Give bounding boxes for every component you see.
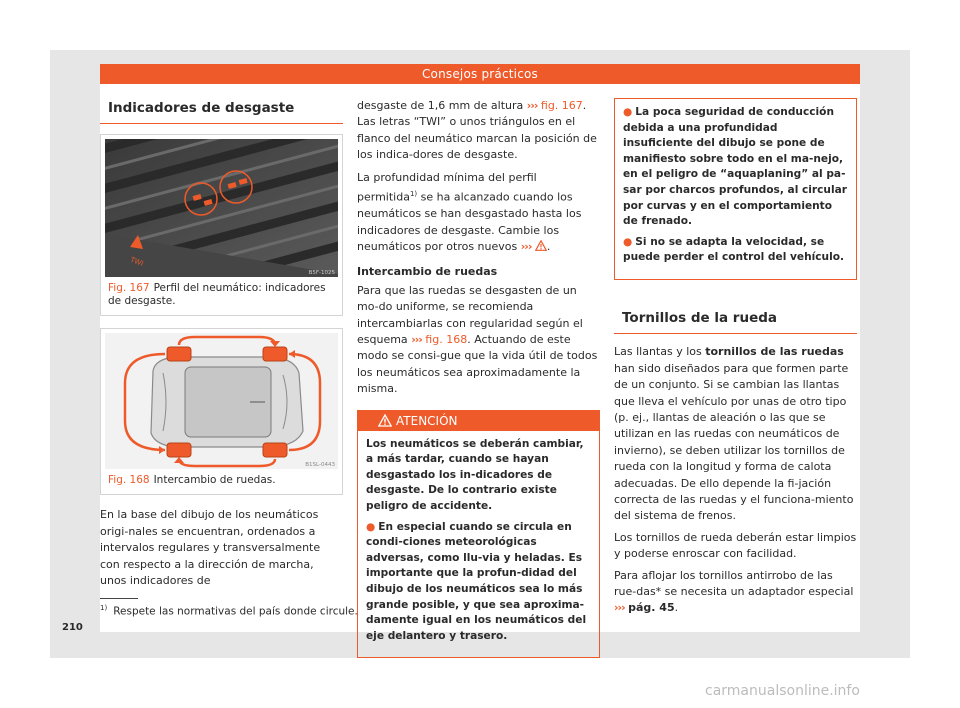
column-2 bbox=[357, 98, 600, 658]
reference-arrow: ››› bbox=[526, 99, 538, 112]
warning-triangle-icon bbox=[378, 414, 392, 427]
bullet-icon: ● bbox=[366, 520, 376, 533]
paragraph-bolts-antitheft: Para aflojar los tornillos antirrobo de las rue-das* se necesita un adaptador especial ››› pág. 45. bbox=[614, 568, 854, 615]
footnote-divider bbox=[100, 598, 138, 599]
column-3 bbox=[614, 98, 857, 622]
footnote-text: Respete las normativas del país donde circule. bbox=[113, 605, 358, 618]
section-title-wheel-bolts: Tornillos de la rueda bbox=[614, 308, 857, 334]
warning-paragraph: Los neumáticos se deberán cambiar, a más tardar, cuando se hayan desgastado los in-dicadores de desgaste. De lo contrario existe peligro de accidente. bbox=[366, 437, 584, 512]
figure-caption bbox=[105, 277, 338, 311]
warning-header bbox=[358, 411, 599, 431]
figure-number: Fig. 168 bbox=[108, 474, 150, 487]
column-1 bbox=[100, 98, 343, 595]
figure-link[interactable]: fig. 168 bbox=[425, 332, 468, 346]
page-link[interactable]: pág. 45 bbox=[628, 601, 675, 615]
paragraph-wheel-rotation: Para que las ruedas se desgasten de un mo-do uniforme, se recomienda intercambiarlas con regularidad según el esquema ››› fig. 168. Actuando de este modo se consi-gue que la vida útil de todos los neumáticos sea aproximadamente la misma. bbox=[357, 283, 598, 396]
subheading-wheel-rotation: Intercambio de ruedas bbox=[357, 265, 498, 279]
footnote-ref: 1) bbox=[409, 190, 418, 199]
paragraph-bolts-clean: Los tornillos de rueda deberán estar limpios y poderse enroscar con facilidad. bbox=[614, 530, 857, 561]
paragraph-bolts-intro: Las llantas y los tornillos de las ruedas han sido diseñados para que formen parte de un conjunto. Si se cambian las llantas que lleva el vehículo por unas de otro tipo (p. ej., llantas de aleación o las que se utilizan en las ruedas con neumáticos de invierno), se deben utilizar los tornillos de rueda con la longitud y forma de calota adecuadas. De ello depende la fi-jación correcta de las ruedas y el funciona-miento del sistema de frenos. bbox=[614, 345, 854, 523]
figure-code: B5F-1025 bbox=[308, 270, 335, 277]
figure-168 bbox=[100, 328, 343, 495]
figure-caption bbox=[105, 469, 338, 490]
warning-body bbox=[358, 431, 599, 658]
warning-bullet: ● Si no se adapta la velocidad, se puede perder el control del vehículo. bbox=[623, 235, 845, 264]
wheel-rotation-diagram bbox=[105, 333, 338, 469]
figure-link[interactable]: fig. 167 bbox=[540, 99, 583, 112]
paragraph-wear-continued: desgaste de 1,6 mm de altura ››› fig. 167. Las letras “TWI” o unos triángulos en el flanco del neumático marcan la posición de los indica-dores de desgaste. bbox=[357, 99, 597, 162]
footnote-marker: 1) bbox=[100, 604, 108, 612]
figure-code: B1SL-0443 bbox=[305, 462, 335, 469]
tire-tread-illustration bbox=[105, 139, 338, 277]
paragraph-wear-intro: En la base del dibujo de los neumáticos origi-nales se encuentran, ordenados a intervalos regulares y transversalmente con respecto a la dirección de marcha, unos indicadores de bbox=[100, 508, 321, 588]
page-number: 210 bbox=[62, 622, 83, 633]
reference-arrow: ››› bbox=[614, 601, 625, 615]
footnote bbox=[100, 604, 358, 618]
watermark: carmanualsonline.info bbox=[705, 683, 860, 699]
paragraph-min-depth: La profundidad mínima del perfil permitida$^{1)}$ se ha alcanzado cuando los neumáticos se han desgastado hasta los indicadores de desgaste. Cambie los neumáticos por otros nuevos ››› . bbox=[357, 170, 582, 253]
warning-box-continued bbox=[614, 98, 857, 280]
figure-caption-text: Perfil del neumático: indicadores de desgaste. bbox=[108, 282, 326, 308]
warning-box bbox=[357, 410, 600, 659]
chapter-header: Consejos prácticos bbox=[100, 64, 860, 84]
reference-arrow: ››› bbox=[411, 332, 422, 346]
figure-number: Fig. 167 bbox=[108, 282, 150, 295]
warning-bullet: ● La poca seguridad de conducción debida a una profundidad insuficiente del dibujo se pone de manifiesto sobre todo en el ma-nejo, en el peligro de “aquaplaning” al pa-sar por charcos profundos, al circular por curvas y en el comportamiento de frenado. bbox=[623, 106, 847, 228]
twi-label: TWI bbox=[129, 256, 145, 269]
warning-triangle-icon bbox=[535, 240, 547, 251]
section-title-wear-indicators: Indicadores de desgaste bbox=[100, 98, 343, 124]
bullet-icon: ● bbox=[623, 106, 633, 118]
reference-arrow: ››› bbox=[520, 239, 532, 253]
figure-167 bbox=[100, 134, 343, 316]
figure-caption-text: Intercambio de ruedas. bbox=[153, 474, 276, 487]
warning-bullet: ● En especial cuando se circula en condi-ciones meteorológicas adversas, como llu-via y heladas. Es importante que la profun-didad del dibujo de los neumáticos sea lo más grande posible, y que sea aproxima-damente igual en los neumáticos del eje delantero y trasero. bbox=[366, 520, 587, 642]
bullet-icon: ● bbox=[623, 235, 633, 248]
warning-label: ATENCIÓN bbox=[396, 413, 458, 428]
